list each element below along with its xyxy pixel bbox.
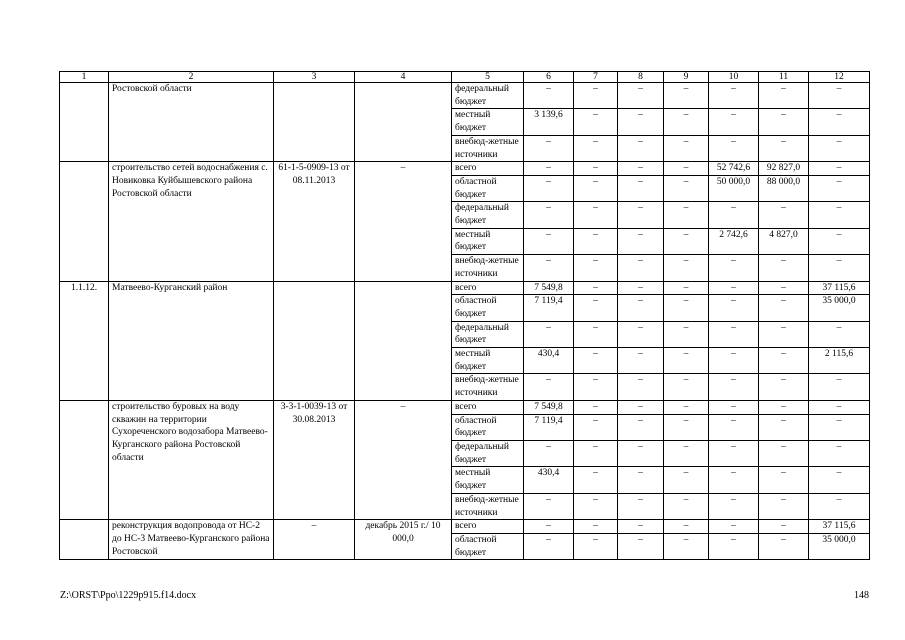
amount-cell: 7 119,4 [524, 414, 574, 440]
amount-cell: – [664, 440, 709, 466]
item-number: 1.1.12. [60, 281, 109, 400]
column-number: 6 [524, 72, 574, 83]
amount-cell: – [809, 228, 870, 254]
column-number: 4 [355, 72, 452, 83]
amount-cell: 4 827,0 [759, 228, 809, 254]
amount-cell: 2 742,6 [709, 228, 759, 254]
amount-cell: – [618, 520, 664, 534]
amount-cell: – [709, 255, 759, 281]
table-row [60, 162, 870, 176]
amount-cell: – [618, 414, 664, 440]
amount-cell: 37 115,6 [809, 281, 870, 295]
amount-cell: – [759, 281, 809, 295]
amount-cell: – [618, 202, 664, 228]
funding-source: местный бюджет [452, 348, 524, 374]
amount-cell: – [664, 228, 709, 254]
amount-cell: – [618, 83, 664, 109]
column-number: 10 [709, 72, 759, 83]
funding-source: федеральный бюджет [452, 202, 524, 228]
amount-cell: – [524, 162, 574, 176]
amount-cell: – [809, 321, 870, 347]
amount-cell: – [809, 83, 870, 109]
amount-cell: – [809, 135, 870, 161]
amount-cell: – [759, 533, 809, 559]
column-number: 1 [60, 72, 109, 83]
amount-cell: – [664, 520, 709, 534]
amount-cell: – [524, 440, 574, 466]
amount-cell: – [759, 295, 809, 321]
amount-cell: – [664, 83, 709, 109]
funding-source: местный бюджет [452, 467, 524, 493]
amount-cell: – [709, 281, 759, 295]
amount-cell: 50 000,0 [709, 175, 759, 201]
amount-cell: – [759, 414, 809, 440]
amount-cell: – [574, 281, 618, 295]
column-number: 8 [618, 72, 664, 83]
funding-source: внебюд-жетные источники [452, 255, 524, 281]
amount-cell: 35 000,0 [809, 295, 870, 321]
amount-cell: – [759, 135, 809, 161]
funding-source: областной бюджет [452, 414, 524, 440]
funding-source: всего [452, 400, 524, 414]
amount-cell: – [759, 520, 809, 534]
amount-cell: – [809, 202, 870, 228]
amount-cell: – [664, 400, 709, 414]
amount-cell: 88 000,0 [759, 175, 809, 201]
amount-cell: – [618, 109, 664, 135]
amount-cell: – [524, 520, 574, 534]
funding-source: внебюд-жетные источники [452, 493, 524, 519]
amount-cell: – [618, 281, 664, 295]
completion-term [355, 281, 452, 400]
amount-cell: – [759, 440, 809, 466]
column-number: 7 [574, 72, 618, 83]
amount-cell: – [664, 374, 709, 400]
amount-cell: – [618, 135, 664, 161]
amount-cell: – [809, 162, 870, 176]
amount-cell: – [759, 493, 809, 519]
amount-cell: – [664, 255, 709, 281]
amount-cell: – [574, 467, 618, 493]
amount-cell: – [664, 175, 709, 201]
amount-cell: – [618, 255, 664, 281]
amount-cell: – [759, 374, 809, 400]
amount-cell: – [574, 374, 618, 400]
funding-source: местный бюджет [452, 109, 524, 135]
amount-cell: – [709, 533, 759, 559]
amount-cell: – [759, 109, 809, 135]
amount-cell: – [759, 202, 809, 228]
completion-term: – [355, 162, 452, 281]
amount-cell: – [759, 348, 809, 374]
amount-cell: – [664, 135, 709, 161]
amount-cell: – [709, 493, 759, 519]
funding-source: всего [452, 162, 524, 176]
amount-cell: – [574, 162, 618, 176]
amount-cell: – [574, 109, 618, 135]
amount-cell: – [709, 440, 759, 466]
amount-cell: – [618, 374, 664, 400]
amount-cell: 430,4 [524, 348, 574, 374]
amount-cell: 7 119,4 [524, 295, 574, 321]
amount-cell: – [709, 467, 759, 493]
completion-term: – [355, 400, 452, 519]
amount-cell: – [664, 202, 709, 228]
amount-cell: – [664, 281, 709, 295]
item-number [60, 520, 109, 560]
amount-cell: – [574, 440, 618, 466]
amount-cell: – [618, 400, 664, 414]
funding-source: областной бюджет [452, 295, 524, 321]
amount-cell: – [524, 83, 574, 109]
table-row [60, 400, 870, 414]
object-name: Ростовской области [109, 83, 274, 162]
amount-cell: – [574, 135, 618, 161]
amount-cell: – [618, 348, 664, 374]
amount-cell: 2 115,6 [809, 348, 870, 374]
column-number: 2 [109, 72, 274, 83]
column-number: 3 [274, 72, 355, 83]
amount-cell: – [709, 109, 759, 135]
funding-source: внебюд-жетные источники [452, 135, 524, 161]
amount-cell: – [759, 255, 809, 281]
amount-cell: – [524, 228, 574, 254]
amount-cell: – [709, 295, 759, 321]
completion-term [355, 83, 452, 162]
header-row [60, 72, 870, 83]
amount-cell: – [809, 440, 870, 466]
amount-cell: – [618, 295, 664, 321]
amount-cell: – [574, 414, 618, 440]
amount-cell: – [759, 467, 809, 493]
amount-cell: – [618, 440, 664, 466]
amount-cell: – [574, 295, 618, 321]
amount-cell: – [574, 348, 618, 374]
amount-cell: – [664, 109, 709, 135]
amount-cell: – [664, 348, 709, 374]
object-name: строительство буровых на воду скважин на территории Сухореченского водозабора Матвеево-Курганского района Ростовской области [109, 400, 274, 519]
funding-source: федеральный бюджет [452, 321, 524, 347]
amount-cell: – [709, 400, 759, 414]
amount-cell: – [574, 493, 618, 519]
amount-cell: 7 549,8 [524, 281, 574, 295]
amount-cell: – [664, 533, 709, 559]
amount-cell: – [809, 374, 870, 400]
table-row [60, 520, 870, 534]
amount-cell: – [809, 109, 870, 135]
amount-cell: – [574, 321, 618, 347]
amount-cell: – [574, 520, 618, 534]
amount-cell: – [709, 374, 759, 400]
amount-cell: – [664, 414, 709, 440]
expertise-number: – [274, 520, 355, 560]
amount-cell: 52 742,6 [709, 162, 759, 176]
object-name: Матвеево-Курганский район [109, 281, 274, 400]
page-number: 148 [854, 590, 869, 601]
amount-cell: – [574, 228, 618, 254]
funding-source: внебюд-жетные источники [452, 374, 524, 400]
amount-cell: 3 139,6 [524, 109, 574, 135]
column-number: 5 [452, 72, 524, 83]
amount-cell: – [664, 493, 709, 519]
funding-source: областной бюджет [452, 533, 524, 559]
amount-cell: – [618, 493, 664, 519]
amount-cell: – [574, 202, 618, 228]
amount-cell: – [574, 83, 618, 109]
amount-cell: – [618, 467, 664, 493]
funding-source: областной бюджет [452, 175, 524, 201]
file-path: Z:\ORST\Ppo\1229p915.f14.docx [60, 590, 197, 601]
amount-cell: – [618, 228, 664, 254]
amount-cell: – [524, 374, 574, 400]
expertise-number [274, 83, 355, 162]
expertise-number: 61-1-5-0909-13 от 08.11.2013 [274, 162, 355, 281]
object-name: строительство сетей водоснабжения с. Новиковка Куйбышевского района Ростовской области [109, 162, 274, 281]
table-row [60, 281, 870, 295]
amount-cell: – [664, 321, 709, 347]
amount-cell: 37 115,6 [809, 520, 870, 534]
amount-cell: 7 549,8 [524, 400, 574, 414]
amount-cell: – [574, 400, 618, 414]
amount-cell: – [664, 162, 709, 176]
column-number: 11 [759, 72, 809, 83]
item-number [60, 83, 109, 162]
funding-source: всего [452, 520, 524, 534]
amount-cell: – [664, 467, 709, 493]
amount-cell: 35 000,0 [809, 533, 870, 559]
column-number: 9 [664, 72, 709, 83]
amount-cell: – [709, 135, 759, 161]
expertise-number: 3-3-1-0039-13 от 30.08.2013 [274, 400, 355, 519]
amount-cell: – [574, 175, 618, 201]
amount-cell: – [524, 533, 574, 559]
funding-source: всего [452, 281, 524, 295]
expertise-number [274, 281, 355, 400]
amount-cell: – [618, 175, 664, 201]
amount-cell: – [524, 202, 574, 228]
table-row [60, 83, 870, 109]
amount-cell: – [709, 520, 759, 534]
amount-cell: – [664, 295, 709, 321]
amount-cell: – [809, 400, 870, 414]
column-number: 12 [809, 72, 870, 83]
funding-source: федеральный бюджет [452, 83, 524, 109]
amount-cell: – [709, 83, 759, 109]
amount-cell: – [809, 493, 870, 519]
amount-cell: – [759, 83, 809, 109]
amount-cell: – [809, 414, 870, 440]
amount-cell: – [574, 255, 618, 281]
amount-cell: – [709, 202, 759, 228]
amount-cell: 92 827,0 [759, 162, 809, 176]
amount-cell: – [618, 533, 664, 559]
amount-cell: – [524, 255, 574, 281]
completion-term: декабрь 2015 г./ 10 000,0 [355, 520, 452, 560]
budget-table [59, 71, 870, 560]
amount-cell: – [524, 321, 574, 347]
amount-cell: – [709, 321, 759, 347]
amount-cell: – [759, 321, 809, 347]
object-name: реконструкция водопровода от НС-2 до НС-3 Матвеево-Курганского района Ростовской [109, 520, 274, 560]
amount-cell: – [809, 255, 870, 281]
amount-cell: – [574, 533, 618, 559]
amount-cell: – [709, 348, 759, 374]
funding-source: местный бюджет [452, 228, 524, 254]
amount-cell: – [759, 400, 809, 414]
amount-cell: – [809, 175, 870, 201]
amount-cell: – [524, 493, 574, 519]
amount-cell: – [618, 162, 664, 176]
item-number [60, 400, 109, 519]
amount-cell: – [709, 414, 759, 440]
item-number [60, 162, 109, 281]
funding-source: федеральный бюджет [452, 440, 524, 466]
amount-cell: – [618, 321, 664, 347]
amount-cell: 430,4 [524, 467, 574, 493]
amount-cell: – [809, 467, 870, 493]
amount-cell: – [524, 175, 574, 201]
amount-cell: – [524, 135, 574, 161]
